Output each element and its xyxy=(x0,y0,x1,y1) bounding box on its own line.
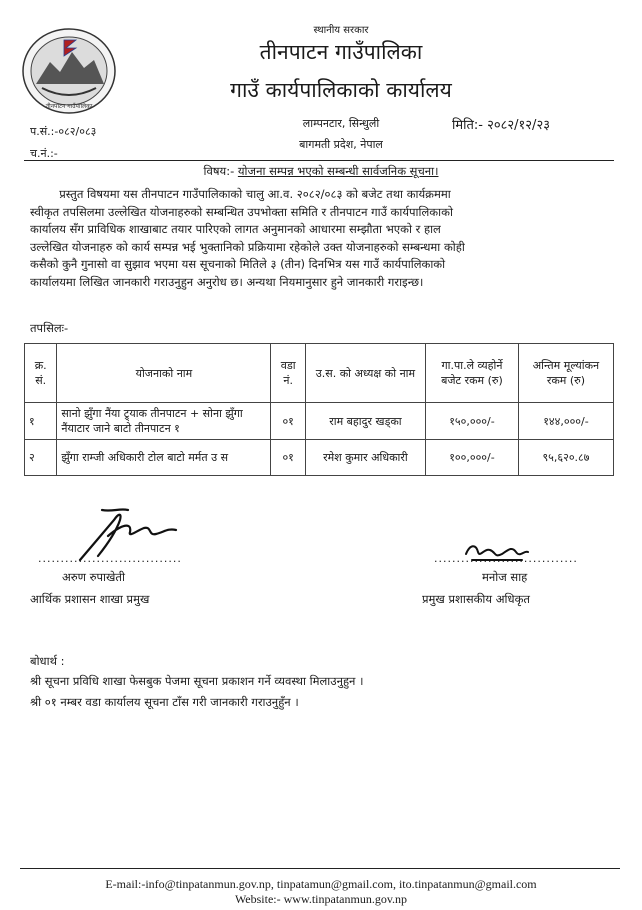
cell-sn: २ xyxy=(25,440,57,476)
government-label: स्थानीय सरकार xyxy=(313,25,369,36)
signature-line-right: ................................ xyxy=(434,552,578,565)
body-line: स्वीकृत तपसिलमा उल्लेखित योजनाहरुको सम्बन्धित उपभोक्ता समिति र तीनपाटन गाउँ कार्यपालिकाको xyxy=(30,204,453,219)
notice-body xyxy=(30,186,608,292)
cell-final: ९५,६२०.८७ xyxy=(518,440,613,476)
subject-text: योजना सम्पन्न भएको सम्बन्धी सार्वजनिक सूचना। xyxy=(237,164,439,178)
signatory-left-title: आर्थिक प्रशासन शाखा प्रमुख xyxy=(30,592,150,606)
footer-website: Website:- www.tinpatanmun.gov.np xyxy=(234,892,408,906)
signatory-right-title: प्रमुख प्रशासकीय अधिकृत xyxy=(422,592,530,606)
body-line: कसैको कुनै गुनासो वा सुझाव भएमा यस सूचनाको मितिले ३ (तीन) दिनभित्र यस गाउँ कार्यपालिकाको xyxy=(30,257,446,272)
cell-ward: ०१ xyxy=(271,403,305,440)
cc-item: श्री ०१ नम्बर वडा कार्यालय सूचना टाँस गरी जानकारी गराउनुहुँन । xyxy=(30,695,299,709)
cell-name: सानो झुँगा नैंया ट्र्याक तीनपाटन + सोना झुँगा नैंयाटार जाने बाटो तीनपाटन १ xyxy=(57,403,271,440)
col-header-sn: क्र. सं. xyxy=(25,344,57,403)
details-heading: तपसिलः- xyxy=(30,321,69,335)
subject-prefix: विषय:- xyxy=(203,164,235,178)
col-header-chair: उ.स. को अध्यक्ष को नाम xyxy=(305,344,425,403)
cell-chair: राम बहादुर खड्का xyxy=(305,403,425,440)
dispatch-number: च.नं.:- xyxy=(30,147,58,160)
cell-final: १४४,०००/- xyxy=(518,403,613,440)
subject-line xyxy=(0,164,642,179)
signatory-left-name: अरुण रुपाखेती xyxy=(62,570,125,584)
table-header-row xyxy=(25,344,614,403)
body-line: प्रस्तुत विषयमा यस तीनपाटन गाउँपालिकाको चालु आ.व. २०८२/०८३ को बजेट तथा कार्यक्रममा xyxy=(30,187,451,201)
signatory-right-name: मनोज साह xyxy=(482,570,528,584)
letter-number: प.सं.:-०८२/०८३ xyxy=(30,125,97,138)
cc-item: श्री सूचना प्रविधि शाखा फेसबुक पेजमा सूचना प्रकाशन गर्ने व्यवस्था मिलाउनुहुन । xyxy=(30,674,364,688)
col-header-ward: वडा नं. xyxy=(271,344,305,403)
cell-name: झुँगा राम्जी अधिकारी टोल बाटो मर्मत उ स xyxy=(57,440,271,476)
office-name: गाउँ कार्यपालिकाको कार्यालय xyxy=(230,78,452,102)
projects-table xyxy=(24,343,614,476)
municipality-name: तीनपाटन गाउँपालिका xyxy=(259,40,423,64)
col-header-final: अन्तिम मूल्यांकन रकम (रु) xyxy=(518,344,613,403)
body-line: कार्यालयमा लिखित जानकारी गराउनुहुन अनुरोध छ। अन्यथा नियमानुसार हुने जानकारी गराइन्छ। xyxy=(30,274,424,289)
cell-ward: ०१ xyxy=(271,440,305,476)
address-line-2: बागमती प्रदेश, नेपाल xyxy=(299,138,383,151)
body-line: कार्यालय सँग प्राविधिक शाखाबाट तयार पारिएको लागत अनुमानको आधारमा सम्झौता भएको र हाल xyxy=(30,222,441,237)
cell-chair: रमेश कुमार अधिकारी xyxy=(305,440,425,476)
cc-heading: बोधार्थ : xyxy=(30,654,65,668)
table-row xyxy=(25,440,614,476)
cell-sn: १ xyxy=(25,403,57,440)
signature-line-left: ................................ xyxy=(38,552,182,565)
letter-date: मिति:- २०८२/१२/२३ xyxy=(452,118,550,133)
body-line: उल्लेखित योजनाहरु को कार्य सम्पन्न भई भुक्तानिको प्रक्रियामा रहेकोले उक्त योजनाहरुको सम्बन्धमा कोही xyxy=(30,239,465,254)
header-divider xyxy=(24,160,614,161)
footer-divider xyxy=(20,868,620,869)
footer-email: E-mail:-info@tinpatanmun.gov.np, tinpatamun@gmail.com, ito.tinpatanmun@gmail.com xyxy=(105,877,537,891)
cell-budget: १५०,०००/- xyxy=(425,403,518,440)
emblem-text: तीनपाटन गाउँपालिका xyxy=(45,103,93,110)
cell-budget: १००,०००/- xyxy=(425,440,518,476)
col-header-budget: गा.पा.ले व्यहोर्ने बजेट रकम (रु) xyxy=(425,344,518,403)
col-header-name: योजनाको नाम xyxy=(57,344,271,403)
table-row xyxy=(25,403,614,440)
address-line-1: लाम्पनटार, सिन्धुली xyxy=(302,117,380,130)
